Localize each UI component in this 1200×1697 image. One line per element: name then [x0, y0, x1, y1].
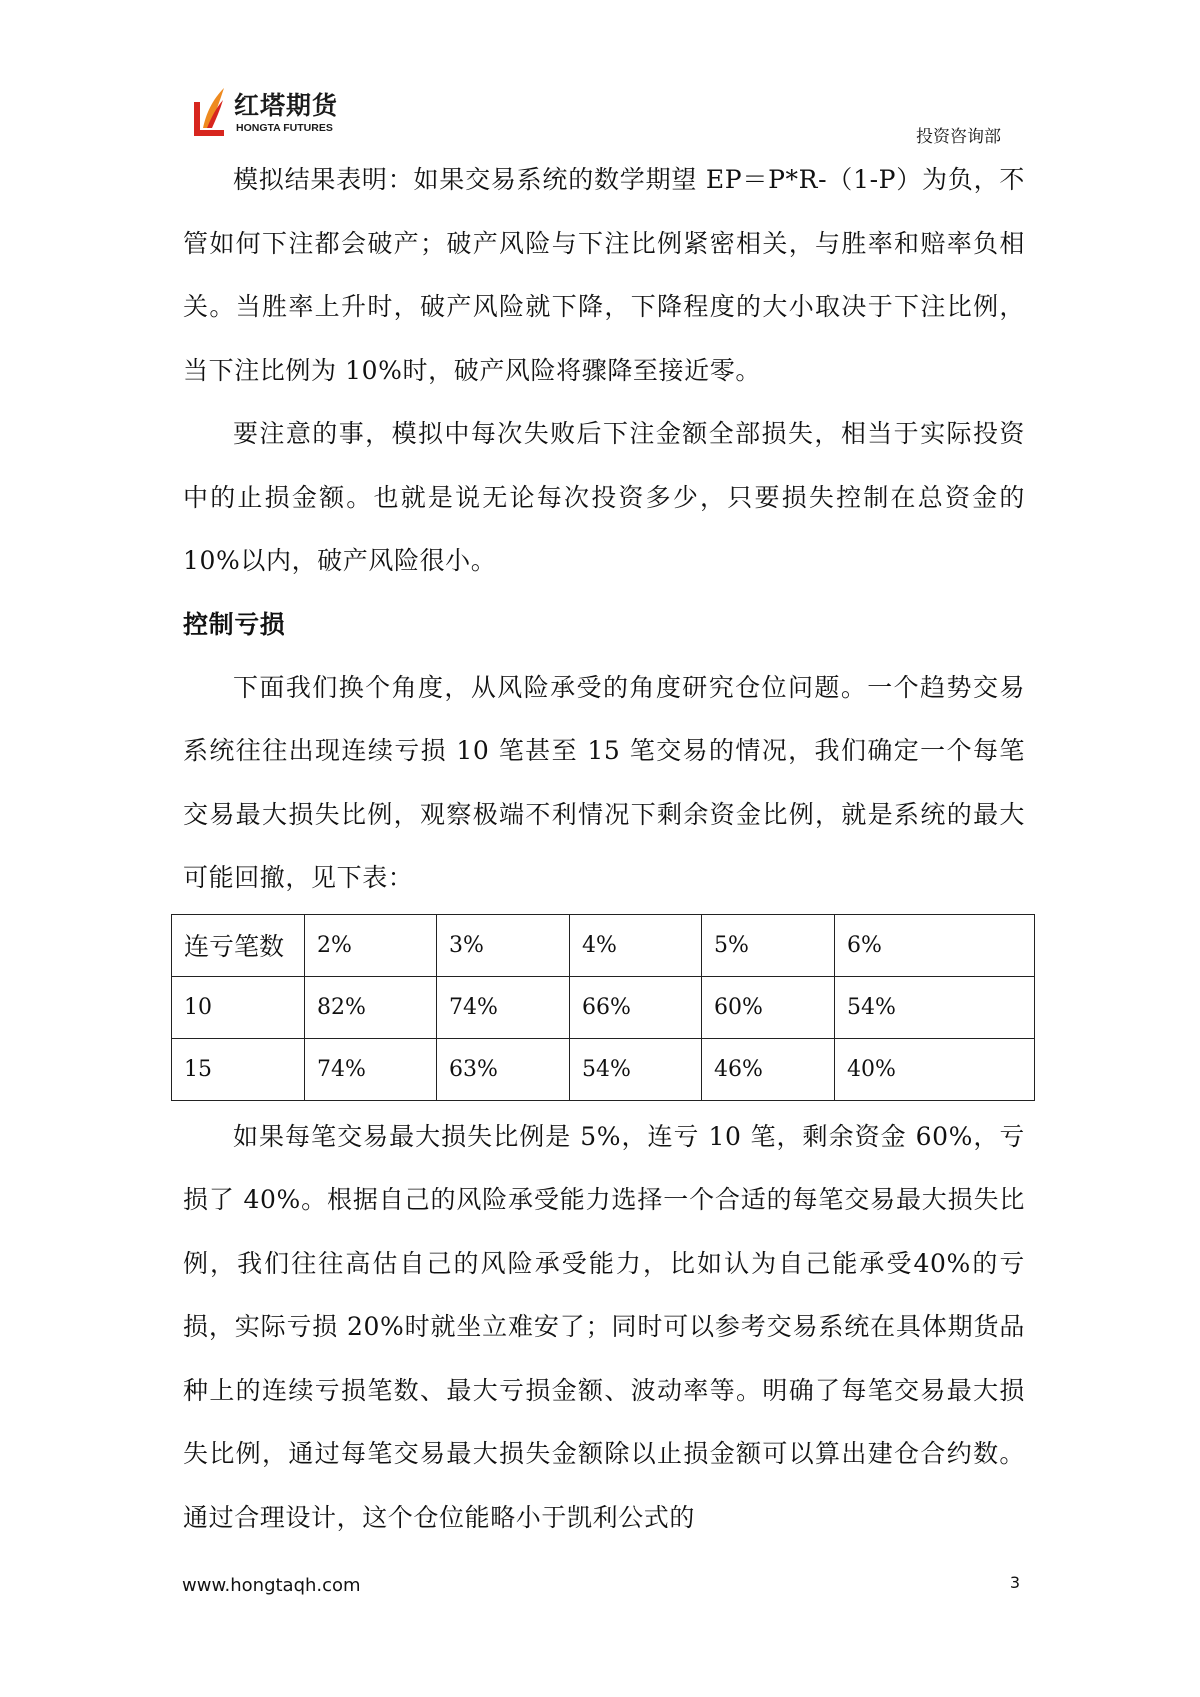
table-cell: 46%	[702, 1038, 835, 1100]
paragraph-position-sizing: 如果每笔交易最大损失比例是 5%，连亏 10 笔，剩余资金 60%，亏损了 40%。根据自己的风险承受能力选择一个合适的每笔交易最大损失比例，我们往往高估自己的风险承受能力，比如认为自己能承受40%的亏损，实际亏损 20%时就坐立难安了；同时可以参考交易系统在具体期货品种上的连续亏损笔数、最大亏损金额、波动率等。明确了每笔交易最大损失比例，通过每笔交易最大损失金额除以止损金额可以算出建仓合约数。通过合理设计，这个仓位能略小于凯利公式的	[183, 1121, 1025, 1532]
table-cell: 82%	[305, 976, 437, 1038]
table-header-cell: 5%	[702, 914, 835, 976]
table-cell: 74%	[305, 1038, 437, 1100]
table-cell: 63%	[437, 1038, 570, 1100]
table-header-cell: 连亏笔数	[172, 914, 305, 976]
table-header-cell: 2%	[305, 914, 437, 976]
table-cell: 60%	[702, 976, 835, 1038]
logo-chinese-name: 红塔期货	[234, 91, 339, 120]
table-header-row	[172, 914, 1035, 976]
footer-website-link[interactable]: www.hongtaqh.com	[182, 1575, 361, 1596]
table-cell: 54%	[570, 1038, 702, 1100]
section-heading-control-loss: 控制亏损	[183, 609, 286, 639]
table-cell: 74%	[437, 976, 570, 1038]
page-number: 3	[1009, 1573, 1020, 1592]
document-body	[183, 148, 1025, 1549]
table-header-cell: 4%	[570, 914, 702, 976]
logo-english-name: HONGTA FUTURES	[236, 122, 333, 134]
table-cell: 66%	[570, 976, 702, 1038]
hongta-logo-icon	[190, 86, 228, 138]
paragraph-simulation-results: 模拟结果表明：如果交易系统的数学期望 EP＝P*R-（1-P）为负，不管如何下注都会破产；破产风险与下注比例紧密相关，与胜率和赔率负相关。当胜率上升时，破产风险就下降，下降程度的大小取决于下注比例，当下注比例为 10%时，破产风险将骤降至接近零。	[183, 165, 1025, 385]
table-cell: 15	[172, 1038, 305, 1100]
table-cell: 54%	[835, 976, 1035, 1038]
table-row	[172, 976, 1035, 1038]
table-cell: 10	[172, 976, 305, 1038]
table-cell: 40%	[835, 1038, 1035, 1100]
paragraph-risk-tolerance: 下面我们换个角度，从风险承受的角度研究仓位问题。一个趋势交易系统往往出现连续亏损 10 笔甚至 15 笔交易的情况，我们确定一个每笔交易最大损失比例，观察极端不利情况下剩余资金比例，就是系统的最大可能回撤，见下表：	[183, 672, 1025, 892]
table-header-cell: 6%	[835, 914, 1035, 976]
table-header-cell: 3%	[437, 914, 570, 976]
table-row	[172, 1038, 1035, 1100]
consecutive-loss-table	[171, 914, 1035, 1101]
paragraph-stop-loss-note: 要注意的事，模拟中每次失败后下注金额全部损失，相当于实际投资中的止损金额。也就是说无论每次投资多少，只要损失控制在总资金的 10%以内，破产风险很小。	[183, 419, 1025, 575]
department-label: 投资咨询部	[916, 127, 1001, 147]
company-logo	[190, 84, 360, 142]
